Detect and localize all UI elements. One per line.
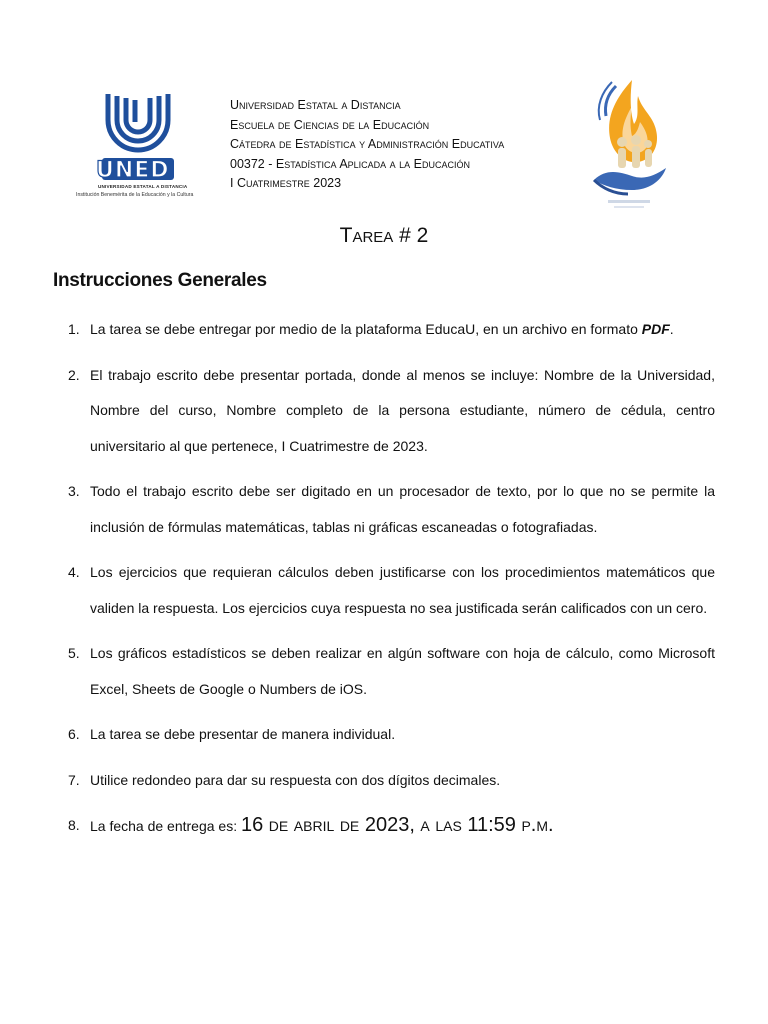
header-term: I Cuatrimestre 2023 — [230, 176, 342, 190]
item-text: Todo el trabajo escrito debe ser digitado en un procesador de texto, por lo que no se permite la inclusión de fórmulas matemáticas, tablas ni gráficas escaneadas o fotografiadas. — [90, 483, 715, 535]
section-heading: Instrucciones Generales — [53, 270, 267, 291]
list-item — [68, 808, 715, 845]
uned-logo — [72, 84, 204, 206]
uned-wordmark: UNED — [96, 158, 170, 183]
list-item — [68, 358, 715, 465]
item-text: Los ejercicios que requieran cálculos deben justificarse con los procedimientos matemáticos que validen la respuesta. Los ejercicios cuya respuesta no sea justificada serán calificados con un cero. — [90, 564, 715, 616]
header-school: Escuela de Ciencias de la Educación — [230, 117, 430, 132]
header-university: Universidad Estatal a Distancia — [230, 98, 401, 112]
school-logo — [586, 76, 672, 216]
item-text: La fecha de entrega es: — [90, 818, 241, 834]
item-number: 4. — [68, 564, 80, 580]
header-course: 00372 - Estadística Aplicada a la Educación — [230, 156, 470, 171]
item-number: 7. — [68, 771, 80, 788]
list-item — [68, 312, 715, 348]
uned-subtitle: UNIVERSIDAD ESTATAL A DISTANCIA — [98, 184, 188, 189]
uned-tagline: Institución Benemérita de la Educación y la Cultura — [76, 192, 194, 198]
list-item — [68, 636, 715, 707]
item-text: Utilice redondeo para dar su respuesta con dos dígitos decimales. — [90, 771, 501, 788]
item-number: 6. — [68, 726, 80, 742]
item-text: La tarea se debe entregar por medio de la plataforma EducaU, en un archivo en formato — [90, 321, 642, 337]
list-item — [68, 763, 715, 799]
item-text-after: . — [669, 321, 674, 337]
item-text: El trabajo escrito debe presentar portada, donde al menos se incluye: Nombre de la Universidad, Nombre del curso, Nombre completo de la persona estudiante, número de cédula, centro universitario al que pertenece, I Cuatrimestre de 2023. — [90, 366, 715, 454]
page-title: Tarea # 2 — [339, 224, 429, 247]
header-chair: Cátedra de Estadística y Administración Educativa — [230, 137, 505, 151]
item-text: La tarea se debe presentar de manera individual. — [90, 726, 396, 742]
item-number: 3. — [68, 483, 80, 499]
list-item — [68, 555, 715, 626]
list-item — [68, 474, 715, 545]
list-item — [68, 717, 715, 753]
item-number: 2. — [68, 366, 80, 383]
item-emphasis: PDF — [641, 321, 670, 337]
item-number: 1. — [68, 321, 80, 337]
instructions-list — [68, 312, 715, 845]
flame-hands-icon — [586, 76, 672, 216]
due-date: 16 de abril de 2023, a las 11:59 p.m. — [241, 814, 554, 836]
item-number: 5. — [68, 645, 80, 661]
header-info — [230, 96, 504, 194]
item-text: Los gráficos estadísticos se deben realizar en algún software con hoja de cálculo, como Microsoft Excel, Sheets de Google o Numbers de iOS. — [90, 645, 715, 697]
item-number: 8. — [68, 817, 80, 833]
